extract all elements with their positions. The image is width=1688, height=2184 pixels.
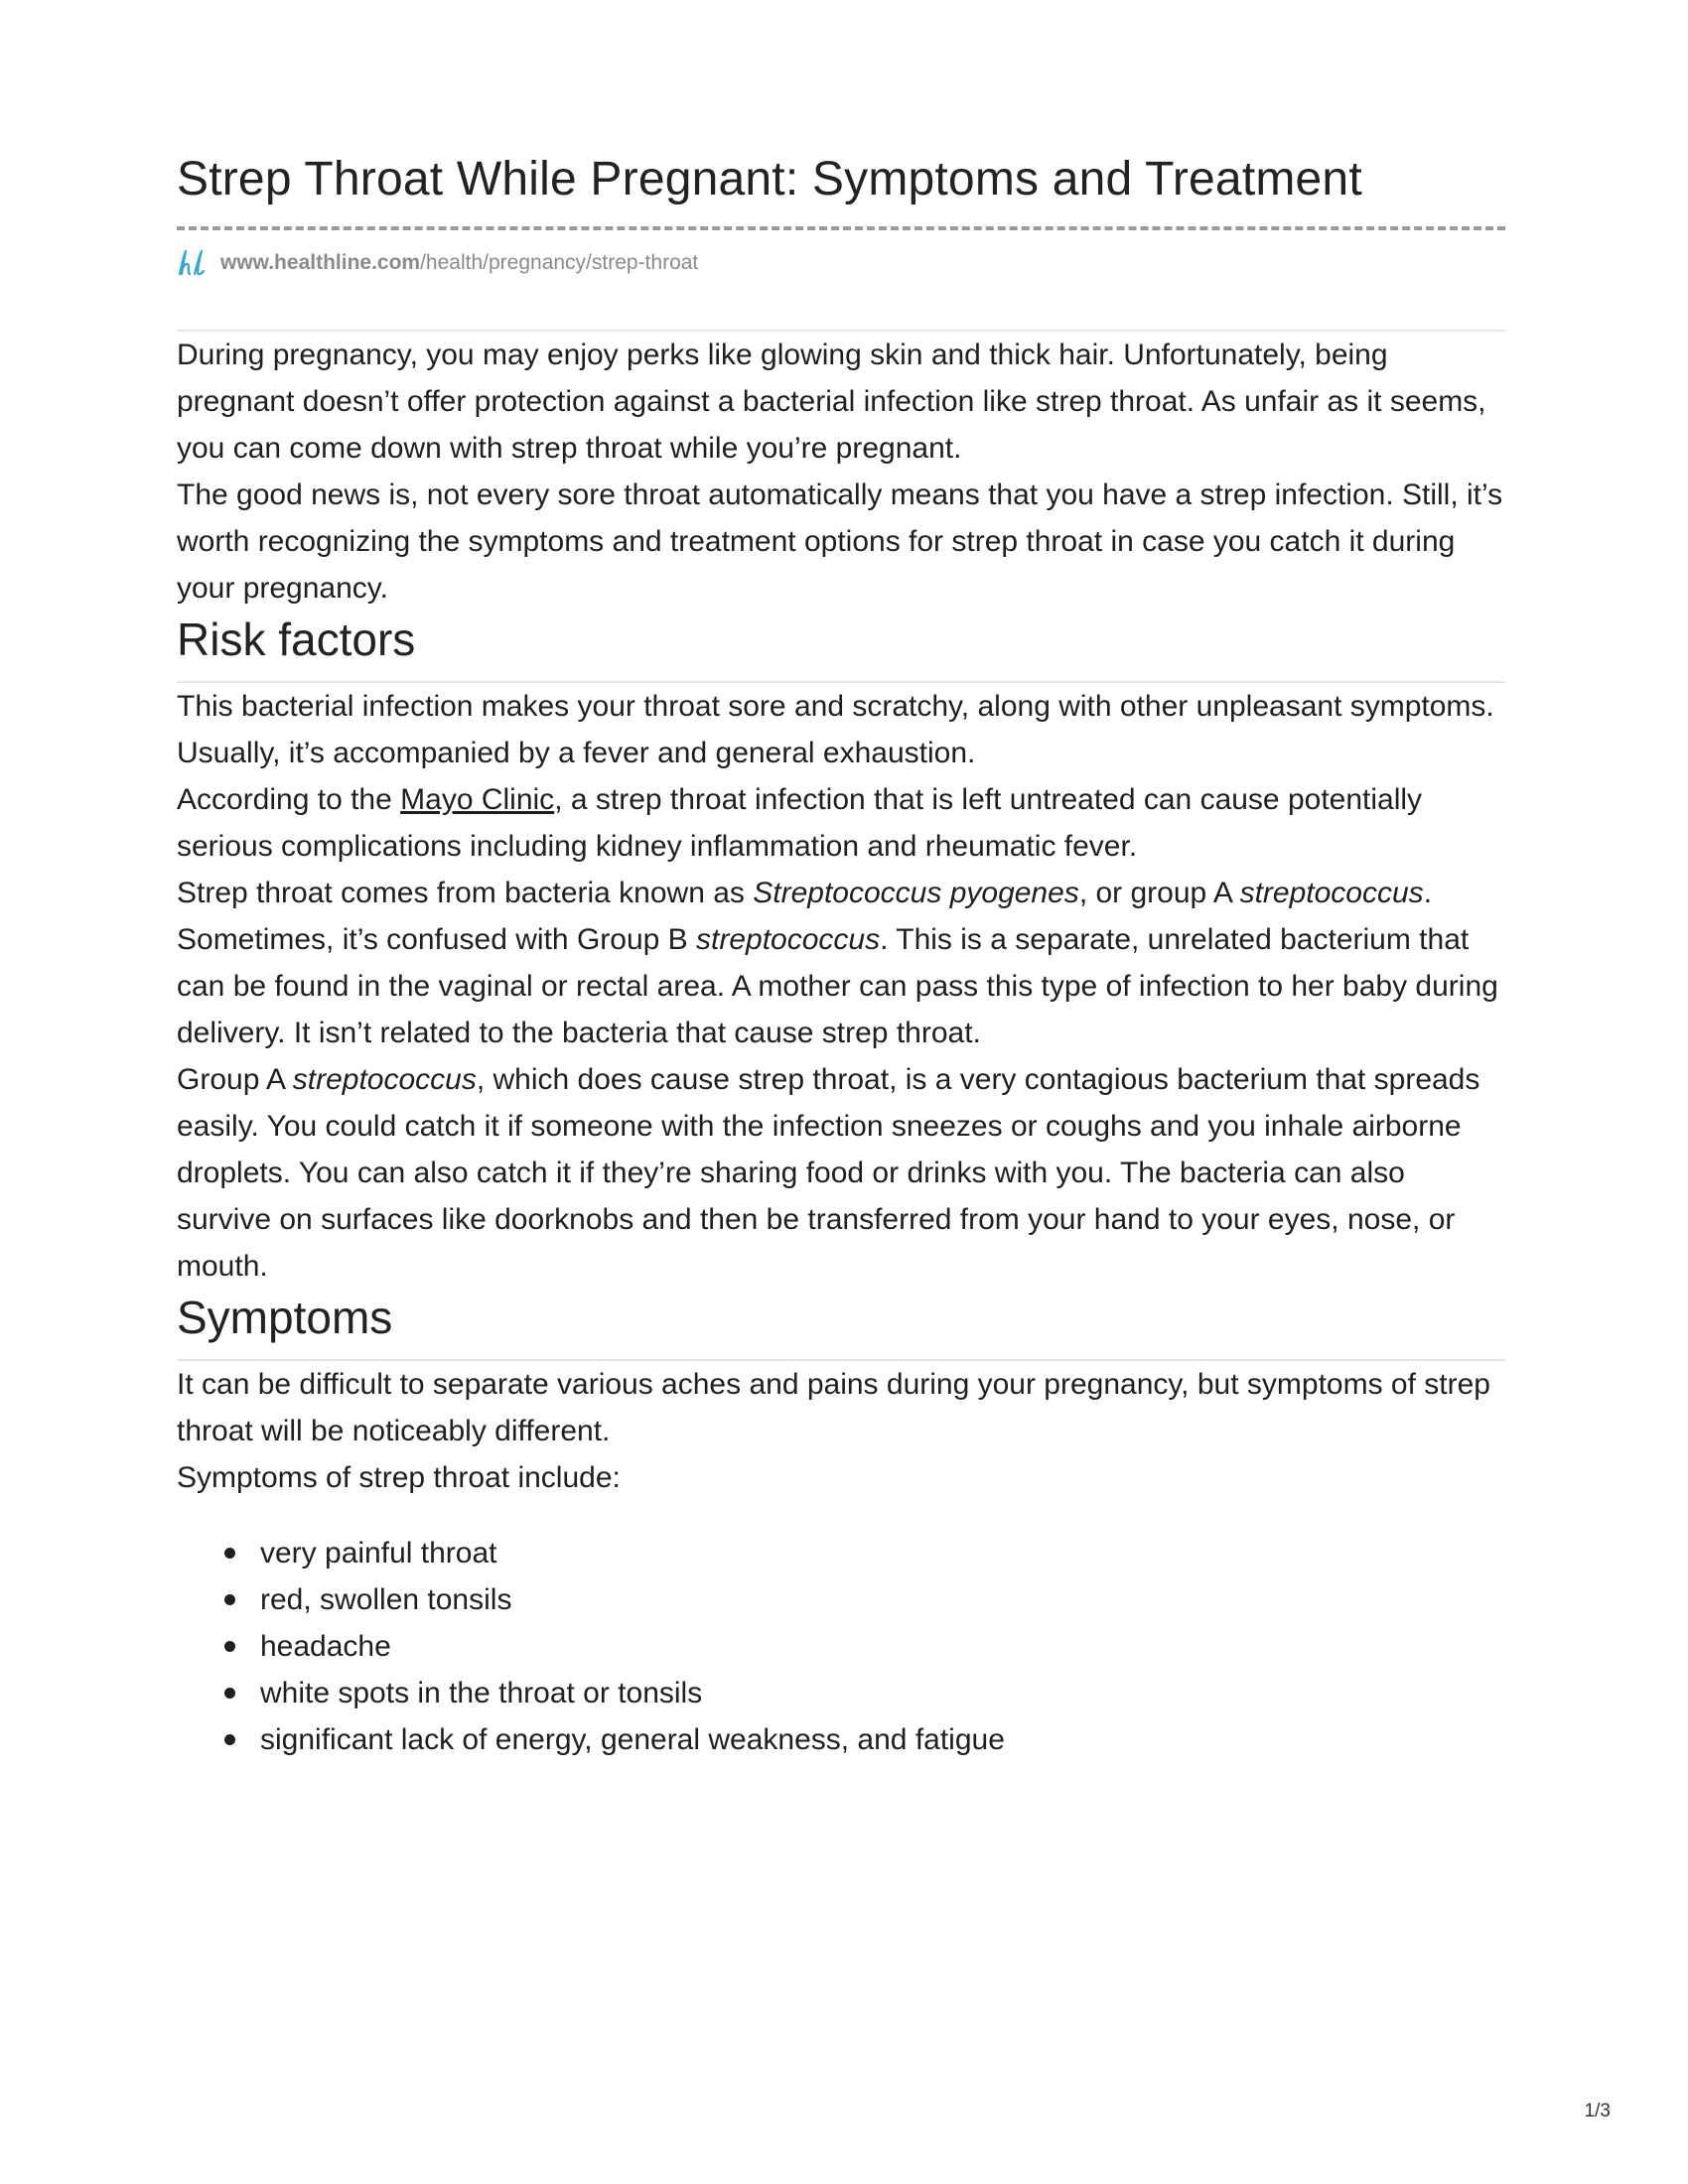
source-path[interactable]: /health/pregnancy/strep-throat — [420, 251, 699, 274]
symptom-list — [177, 1530, 1505, 1763]
source-domain[interactable]: www.healthline.com — [220, 251, 421, 274]
risk-factors-heading: Risk factors — [177, 612, 1505, 683]
page-number: 1/3 — [1584, 2101, 1611, 2121]
list-item-text: white spots in the throat or tonsils — [260, 1677, 703, 1709]
bullet-icon — [224, 1688, 235, 1699]
list-item-text: significant lack of energy, general weakness, and fatigue — [260, 1723, 1005, 1756]
risk-p3-text-2: , or group A — [1078, 877, 1240, 909]
page-title: Strep Throat While Pregnant: Symptoms and Treatment — [177, 153, 1362, 205]
intro-paragraph-2: The good news is, not every sore throat automatically means that you have a strep infection. Still, it’s worth recognizing the symptoms and treatment options for strep throat in case you catch it during your pregnancy. — [177, 478, 1503, 605]
risk-paragraph-3 — [177, 870, 1505, 1056]
mayo-clinic-link[interactable]: Mayo Clinic — [400, 783, 555, 816]
risk-p4-text-2: , which does cause strep throat, is a very contagious bacterium that spreads easily. You could catch it if someone with the infection sneezes or coughs and you inhale airborne droplets. You can also catch it if they’re sharing food or drinks with you. The bacteria can also survive on surfaces like doorknobs and then be transferred from your hand to your eyes, nose, or mouth. — [177, 1063, 1480, 1283]
bullet-icon — [224, 1734, 235, 1745]
list-item — [224, 1576, 1505, 1623]
symptoms-heading: Symptoms — [177, 1290, 1505, 1361]
risk-p4-text-1: Group A — [177, 1063, 293, 1096]
risk-p4-italic-1: streptococcus — [292, 1063, 477, 1096]
risk-paragraph-1: This bacterial infection makes your throat sore and scratchy, along with other unpleasant symptoms. Usually, it’s accompanied by a fever and general exhaustion. — [177, 690, 1494, 769]
risk-p3-italic-3: streptococcus — [696, 923, 881, 956]
risk-paragraph-4 — [177, 1056, 1505, 1290]
bullet-icon — [224, 1641, 235, 1652]
healthline-logo-icon — [177, 248, 211, 278]
list-item-text: very painful throat — [260, 1537, 497, 1570]
risk-p3-italic-1: Streptococcus pyogenes — [753, 877, 1079, 909]
intro-paragraph-1: During pregnancy, you may enjoy perks like glowing skin and thick hair. Unfortunately, being pregnant doesn’t offer protection against a bacterial infection like strep throat. As unfair as it seems, you can come down with strep throat while you’re pregnant. — [177, 339, 1486, 465]
title-dashed-divider — [177, 226, 1505, 230]
bullet-icon — [224, 1594, 235, 1605]
list-item — [224, 1716, 1505, 1763]
risk-p3-text-3: . Sometimes, it’s confused with Group B — [177, 877, 1433, 956]
risk-p3-text-4: . This is a separate, unrelated bacterium that can be found in the vaginal or rectal area. A mother can pass this type of infection to her baby during delivery. It isn’t related to the bacteria that cause strep throat. — [177, 923, 1498, 1049]
risk-paragraph-2 — [177, 776, 1505, 870]
list-item — [224, 1670, 1505, 1716]
list-item-text: red, swollen tonsils — [260, 1583, 512, 1616]
risk-p2-text-after: , a strep throat infection that is left untreated can cause potentially serious complications including kidney inflammation and rheumatic fever. — [177, 783, 1423, 863]
symptoms-paragraph-2: Symptoms of strep throat include: — [177, 1461, 621, 1494]
document-page — [177, 149, 1505, 1763]
list-item — [224, 1623, 1505, 1670]
risk-p3-italic-2: streptococcus — [1239, 877, 1424, 909]
bullet-icon — [224, 1548, 235, 1559]
source-line — [177, 246, 1505, 280]
list-item — [224, 1530, 1505, 1576]
risk-p2-text-before: According to the — [177, 783, 401, 816]
list-item-text: headache — [260, 1630, 391, 1663]
symptoms-paragraph-1: It can be difficult to separate various aches and pains during your pregnancy, but symptoms of strep throat will be noticeably different. — [177, 1368, 1490, 1447]
risk-p3-text-1: Strep throat comes from bacteria known as — [177, 877, 754, 909]
